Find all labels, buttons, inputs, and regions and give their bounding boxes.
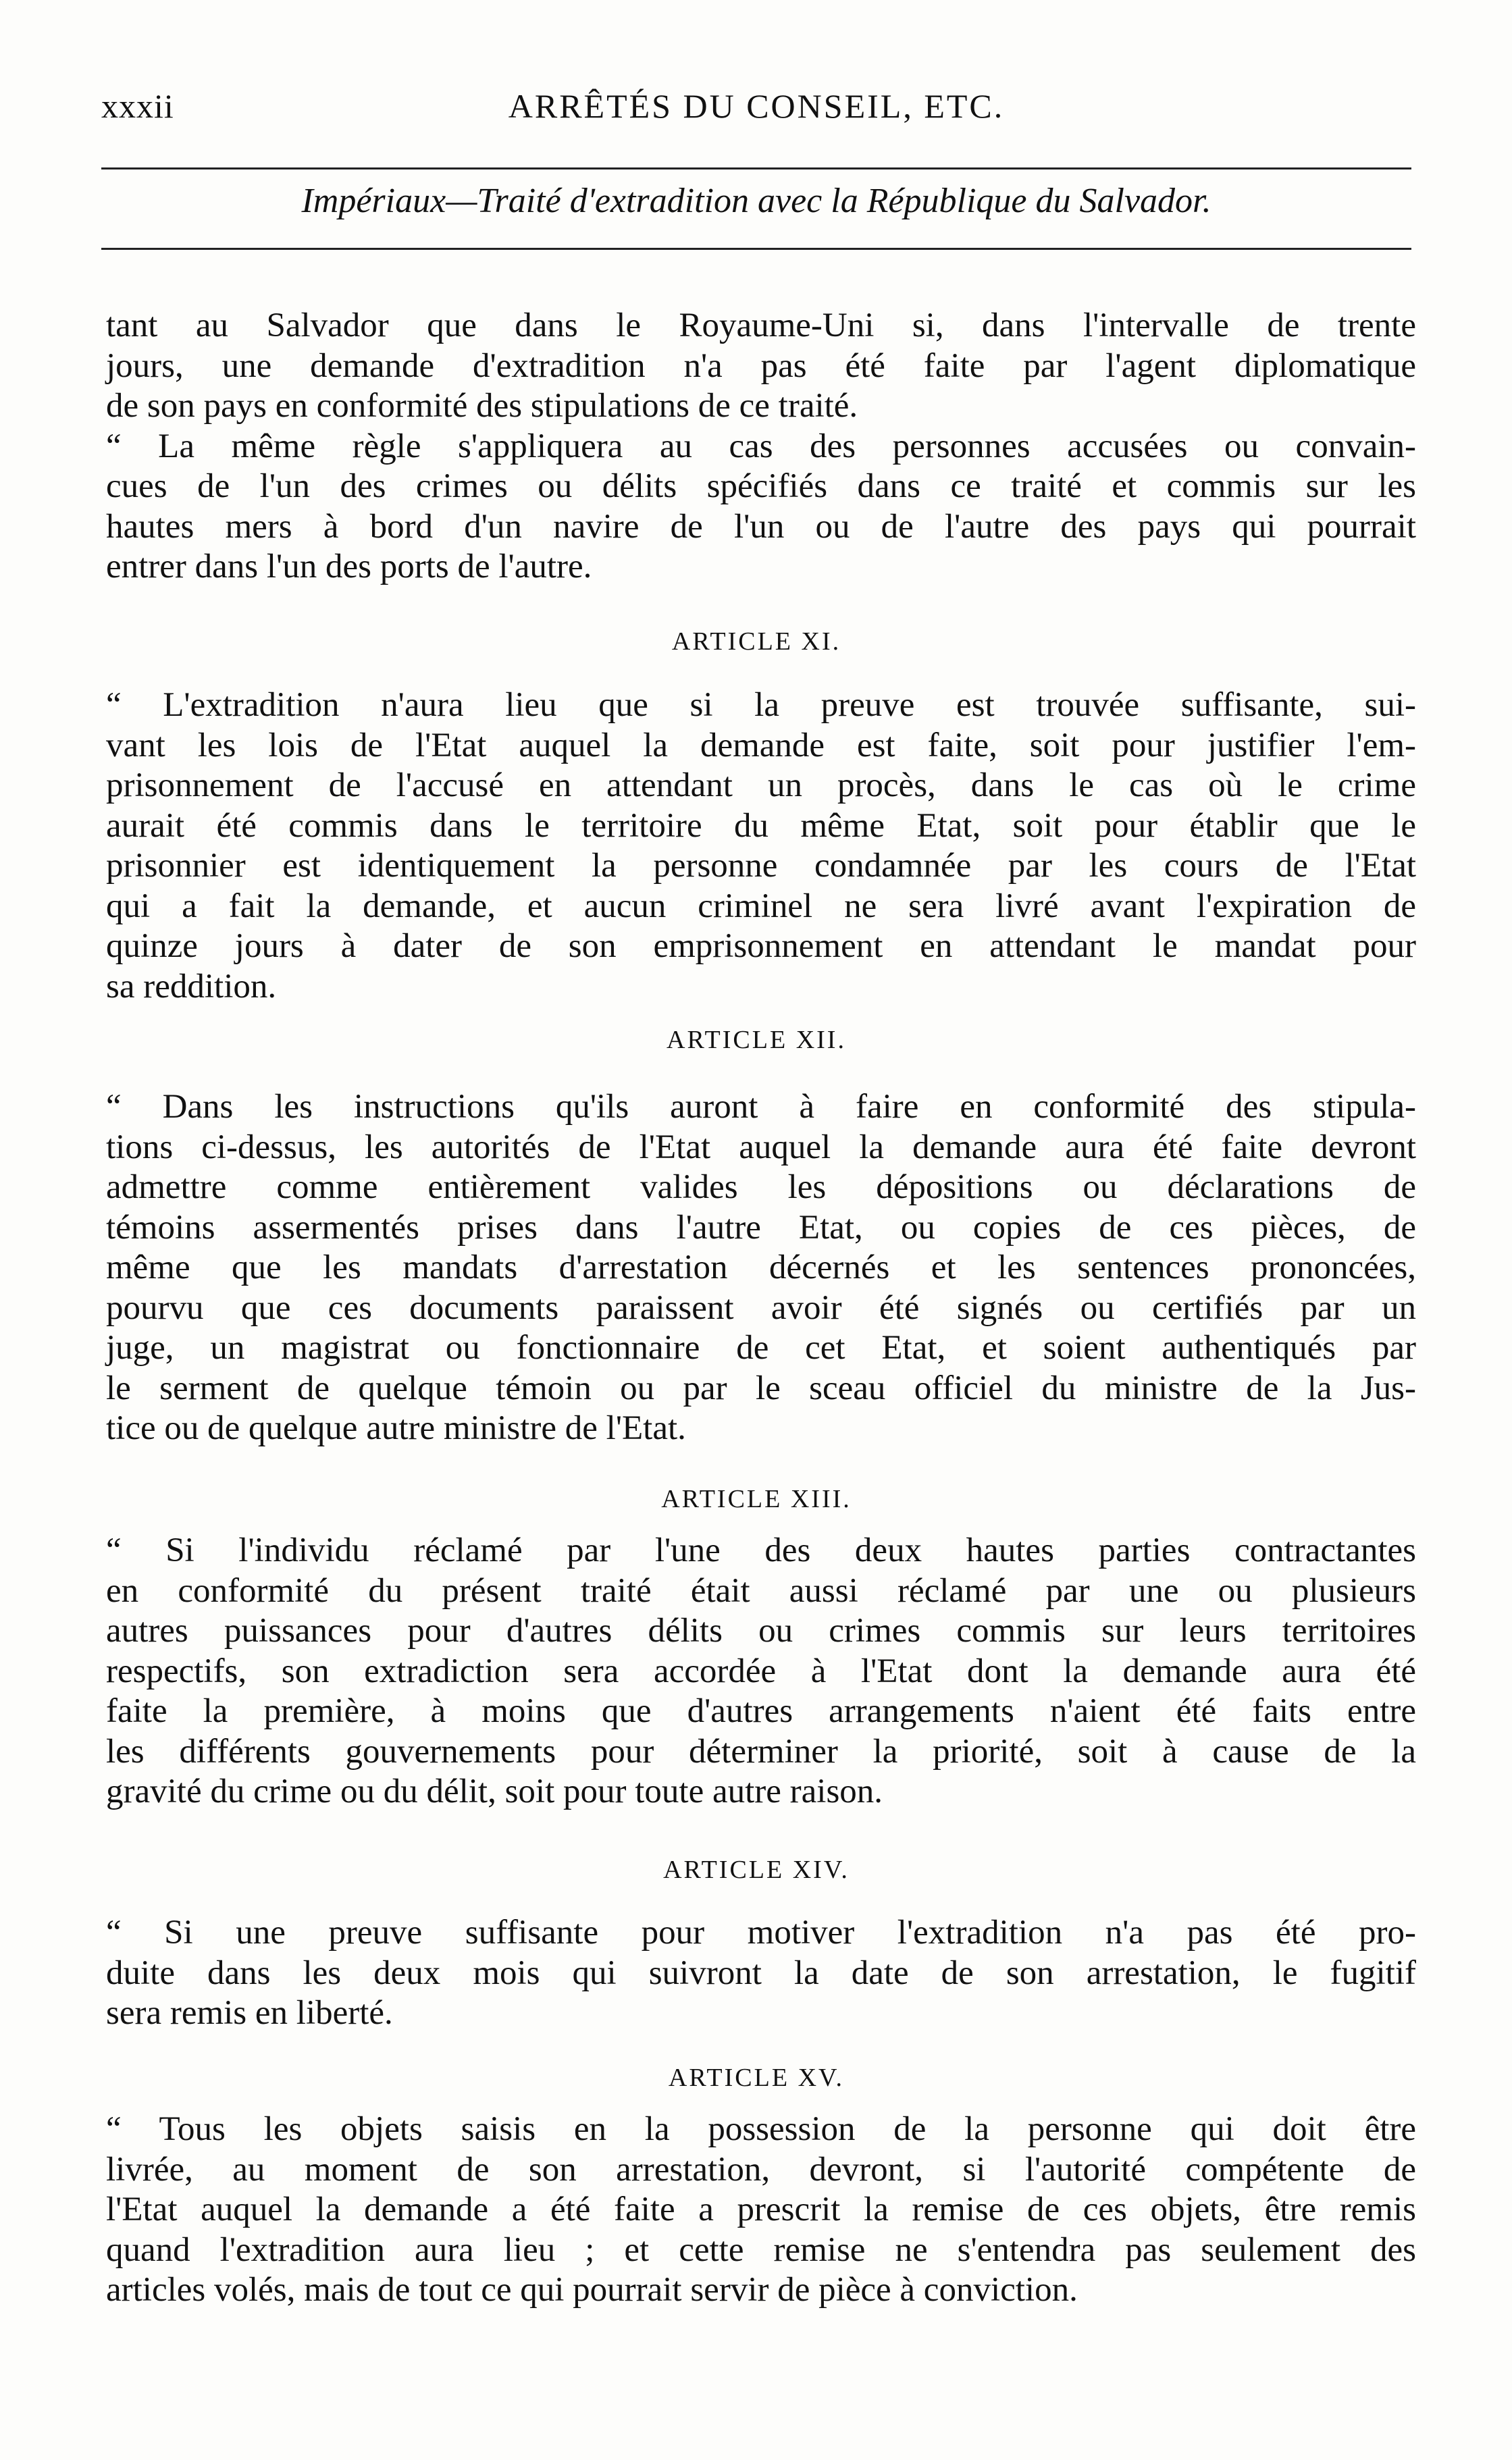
text-line: duite dans les deux mois qui suivront la date de son arrestation, le fugitif xyxy=(106,1954,1416,1992)
text-line: tions ci-dessus, les autorités de l'Etat auquel la demande aura été faite devront xyxy=(106,1128,1416,1166)
article-xiii-text xyxy=(106,1531,1416,1812)
text-line: “ L'extradition n'aura lieu que si la preuve est trouvée suffisante, sui- xyxy=(106,686,1416,724)
text-line: jours, une demande d'extradition n'a pas été faite par l'agent diplomatique xyxy=(106,346,1416,385)
article-xii-heading: ARTICLE XII. xyxy=(667,1026,846,1054)
running-title: ARRÊTÉS DU CONSEIL, ETC. xyxy=(508,87,1005,125)
text-line: cues de l'un des crimes ou délits spécifiés dans ce traité et commis sur les xyxy=(106,467,1416,505)
text-line: respectifs, son extradiction sera accordée à l'Etat dont la demande aura été xyxy=(106,1652,1416,1690)
text-line: livrée, au moment de son arrestation, devront, si l'autorité compétente de xyxy=(106,2150,1416,2189)
text-line: pourvu que ces documents paraissent avoir été signés ou certifiés par un xyxy=(106,1288,1416,1327)
text-line: vant les lois de l'Etat auquel la demande est faite, soit pour justifier l'em- xyxy=(106,726,1416,764)
opening-text xyxy=(106,306,1416,587)
running-header xyxy=(101,86,1411,140)
text-line: entrer dans l'un des ports de l'autre. xyxy=(106,548,592,585)
text-line: même que les mandats d'arrestation décernés et les sentences prononcées, xyxy=(106,1249,1416,1286)
text-line: admettre comme entièrement valides les dépositions ou déclarations de xyxy=(106,1168,1416,1206)
text-line: “ Si une preuve suffisante pour motiver l'extradition n'a pas été pro- xyxy=(106,1914,1416,1952)
article-xiii-heading: ARTICLE XIII. xyxy=(661,1485,852,1513)
text-line: prisonnier est identiquement la personne condamnée par les cours de l'Etat xyxy=(106,847,1416,885)
text-line: “ Tous les objets saisis en la possession de la personne qui doit être xyxy=(106,2110,1416,2148)
article-xi-text xyxy=(106,685,1416,1007)
text-line: quand l'extradition aura lieu ; et cette remise ne s'entendra pas seulement des xyxy=(106,2230,1416,2269)
header-rule-top xyxy=(101,167,1411,169)
text-line: tice ou de quelque autre ministre de l'Etat. xyxy=(106,1409,686,1447)
article-xii-text xyxy=(106,1087,1416,1449)
text-line: le serment de quelque témoin ou par le sceau officiel du ministre de la Jus- xyxy=(106,1369,1416,1407)
text-line: juge, un magistrat ou fonctionnaire de cet Etat, et soient authentiqués par xyxy=(106,1329,1416,1367)
text-line: témoins assermentés prises dans l'autre Etat, ou copies de ces pièces, de xyxy=(106,1208,1416,1247)
text-line: qui a fait la demande, et aucun criminel ne sera livré avant l'expiration de xyxy=(106,887,1416,925)
page-number: xxxii xyxy=(101,87,174,125)
text-line: l'Etat auquel la demande a été faite a prescrit la remise de ces objets, être remis xyxy=(106,2191,1416,2228)
text-line: quinze jours à dater de son emprisonnement en attendant le mandat pour xyxy=(106,927,1416,965)
text-line: en conformité du présent traité était aussi réclamé par une ou plusieurs xyxy=(106,1571,1416,1610)
text-line: hautes mers à bord d'un navire de l'un ou de l'autre des pays qui pourrait xyxy=(106,507,1416,546)
article-xv-text xyxy=(106,2110,1416,2311)
section-subtitle: Impériaux—Traité d'extradition avec la République du Salvador. xyxy=(301,182,1211,220)
article-xiv-heading: ARTICLE XIV. xyxy=(663,1856,850,1884)
text-line: les différents gouvernements pour déterminer la priorité, soit à cause de la xyxy=(106,1732,1416,1771)
text-line: aurait été commis dans le territoire du même Etat, soit pour établir que le xyxy=(106,806,1416,845)
article-xiv-text xyxy=(106,1913,1416,2034)
text-line: sera remis en liberté. xyxy=(106,1994,393,2032)
header-rule-bottom xyxy=(101,248,1411,250)
text-line: “ Si l'individu réclamé par l'une des deux hautes parties contractantes xyxy=(106,1532,1416,1569)
article-xi-heading: ARTICLE XI. xyxy=(671,627,841,656)
text-line: “ Dans les instructions qu'ils auront à faire en conformité des stipula- xyxy=(106,1088,1416,1126)
text-line: “ La même règle s'appliquera au cas des personnes accusées ou convain- xyxy=(106,427,1416,465)
article-xv-heading: ARTICLE XV. xyxy=(668,2064,845,2092)
text-line: autres puissances pour d'autres délits ou crimes commis sur leurs territoires xyxy=(106,1612,1416,1650)
text-line: de son pays en conformité des stipulations de ce traité. xyxy=(106,387,858,425)
text-line: articles volés, mais de tout ce qui pourrait servir de pièce à conviction. xyxy=(106,2271,1078,2309)
text-line: sa reddition. xyxy=(106,967,277,1005)
text-line: tant au Salvador que dans le Royaume-Uni si, dans l'intervalle de trente xyxy=(106,307,1416,344)
text-line: faite la première, à moins que d'autres arrangements n'aient été faits entre xyxy=(106,1692,1416,1730)
text-line: gravité du crime ou du délit, soit pour toute autre raison. xyxy=(106,1773,883,1810)
text-line: prisonnement de l'accusé en attendant un procès, dans le cas où le crime xyxy=(106,766,1416,804)
